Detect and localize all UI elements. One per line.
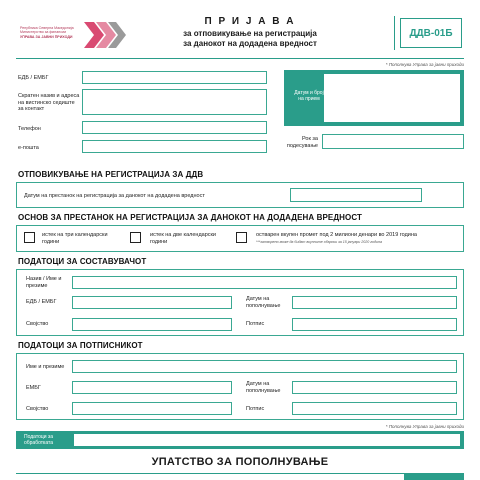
preparer-date-field[interactable] [292,296,457,309]
option-3-label: остварен вкупен промет под 2 милиони денари во 2019 година [256,232,417,238]
signer-embg-label: ЕМБГ [26,385,41,391]
phone-label: Телефон [18,126,41,132]
logo-chevrons-icon [84,22,130,48]
option-1-checkbox[interactable] [24,232,35,243]
preparer-date-label: Датум на пополнување [246,296,281,309]
signer-signature-field[interactable] [292,402,457,415]
form-title: П Р И Ј А В А [204,16,296,27]
preparer-signature-field[interactable] [292,318,457,331]
signer-name-field[interactable] [72,360,457,373]
signer-capacity-field[interactable] [72,402,232,415]
name-address-label: Скратен назив и адреса на вистинско седиште за контакт [18,93,80,112]
preparer-name-field[interactable] [72,276,457,289]
signer-date-label: Датум на пополнување [246,381,281,394]
preparer-capacity-label: Својство [26,321,49,327]
form-subtitle-2: за данокот на додадена вредност [183,39,317,48]
option-3-note: ***затворено може да бидат вкупните обврски за 15 јануари 2020 година [256,240,382,244]
option-2-label: истек на две календарски години [150,232,216,245]
note-top: * Пополнува Управа за јавни приходи [385,62,464,67]
section-3-title: ПОДАТОЦИ ЗА СОСТАВУВАЧОТ [18,257,147,266]
instructions-title: УПАТСТВО ЗА ПОПОЛНУВАЊЕ [151,456,329,468]
instructions-divider [16,473,464,474]
signer-capacity-label: Својство [26,406,49,412]
signer-date-field[interactable] [292,381,457,394]
received-box [284,70,464,126]
header-divider [16,58,464,59]
option-2-checkbox[interactable] [130,232,141,243]
option-1-label: истек на три календарски години [42,232,108,245]
edb-field[interactable] [82,71,267,84]
received-label: Датум и број на прием [294,90,324,102]
section-4-title: ПОДАТОЦИ ЗА ПОТПИСНИКОТ [18,341,143,350]
signer-embg-field[interactable] [72,381,232,394]
deregistration-date-label: Датум на престанок на регистрација за данокот на додадена вредност [24,193,205,199]
processing-label: Податоци за обработката [24,434,54,446]
preparer-signature-label: Потпис [246,321,265,327]
section-2-title: ОСНОВ ЗА ПРЕСТАНОК НА РЕГИСТРАЦИЈА ЗА ДАНОКОТ НА ДОДАДЕНА ВРЕДНОСТ [18,213,363,222]
preparer-capacity-field[interactable] [72,318,232,331]
section-1-title: ОТПОВИКУВАЊЕ НА РЕГИСТРАЦИЈА ЗА ДДВ [18,170,204,179]
form-subtitle-1: за отповикување на регистрација [183,29,317,38]
name-address-field[interactable] [82,89,267,115]
logo-text: Република Северна Македонија Министерство за финансии УПРАВА ЗА ЈАВНИ ПРИХОДИ [20,26,74,39]
signer-signature-label: Потпис [246,406,265,412]
note-bottom: * Пополнува Управа за јавни приходи [385,424,464,429]
form-code-box [400,18,462,48]
signer-name-label: Име и презиме [26,364,65,370]
edb-label: ЕДБ / ЕМБГ [18,75,49,81]
received-field[interactable] [324,74,460,122]
processing-field[interactable] [74,434,460,446]
phone-field[interactable] [82,121,267,134]
email-label: е-пошта [18,145,39,151]
email-field[interactable] [82,140,267,153]
option-3-checkbox[interactable] [236,232,247,243]
instructions-badge [404,474,464,480]
form-code: ДДВ-01Б [409,27,453,39]
deregistration-date-field[interactable] [290,188,422,202]
preparer-edb-field[interactable] [72,296,232,309]
preparer-name-label: Назив / Име и презиме [26,276,62,289]
signature-deadline-field[interactable] [322,134,464,149]
processing-box [16,431,464,449]
logo [20,22,130,48]
signature-deadline-label: Рок за подесување [286,136,318,149]
preparer-edb-label: ЕДБ / ЕМБГ [26,299,57,305]
